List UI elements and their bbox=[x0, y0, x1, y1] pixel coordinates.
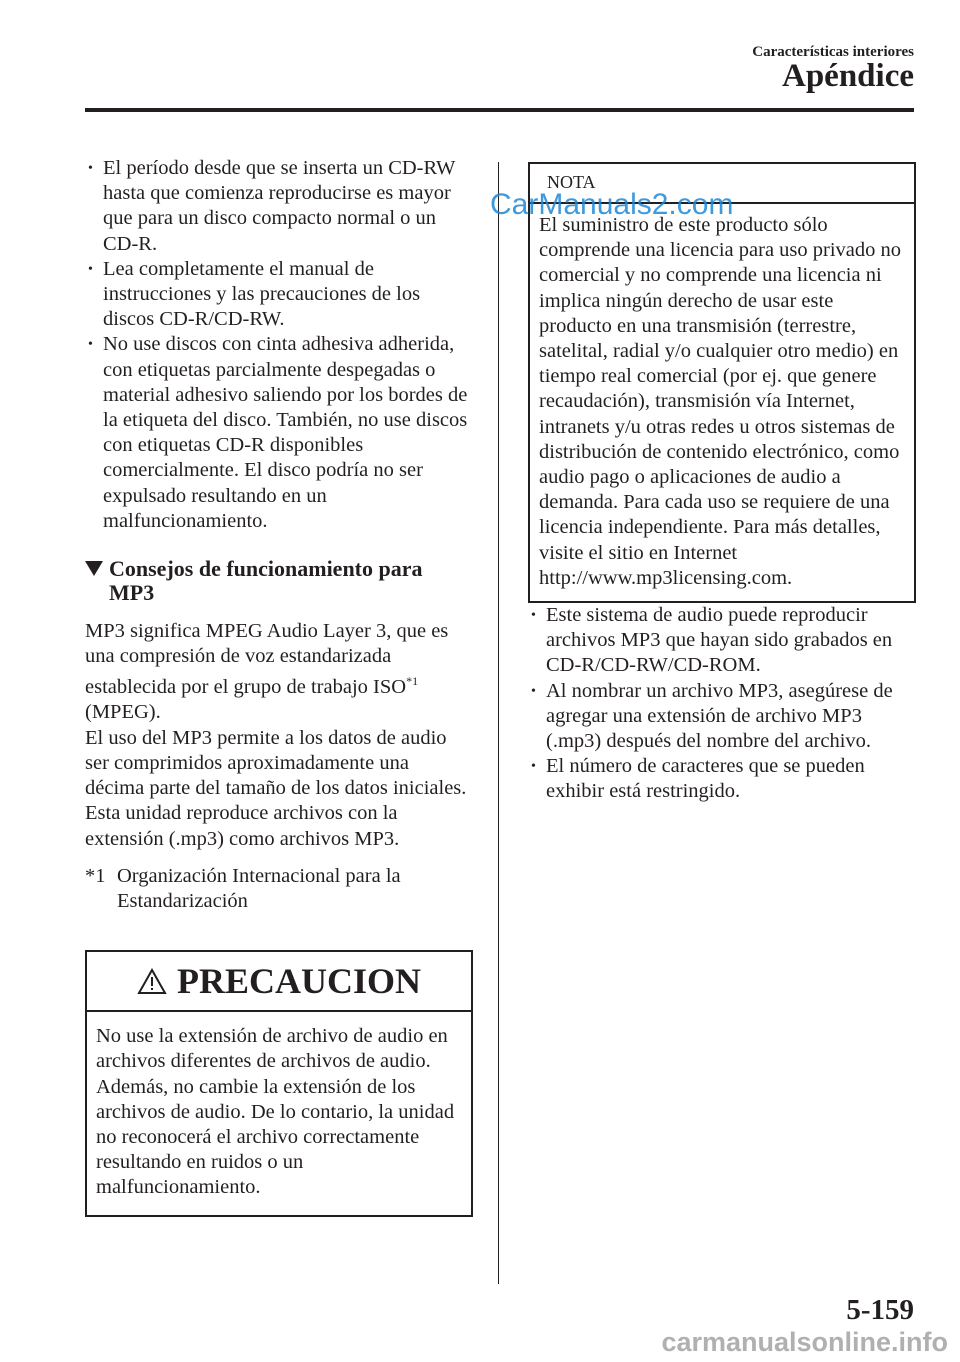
column-divider bbox=[498, 162, 499, 1284]
paragraph-text: MP3 significa MPEG Audio Layer 3, que es una compresión de voz estandarizada establecida por el grupo de trabajo ISO bbox=[85, 620, 449, 699]
header-section: Características interiores bbox=[752, 44, 914, 60]
list-item: • El número de caracteres que se pueden exhibir está restringido. bbox=[528, 754, 916, 804]
note-body: El suministro de este producto sólo comprende una licencia para uso privado no comercial y no comprende una licencia ni implica ningún derecho de usar este producto en una transmisión (terrestre, satelital, radial y/o cualquier otro medio) en tiempo real comercial (por ej. que genere recaudación), transmisión vía Internet, intranets y/u otras redes u otros sistemas de distribución de contenido electrónico, como audio pago o aplicaciones de audio a demanda. Para cada uso se requiere de una licencia independiente. Para más detalles, visite el sitio en Internet http://www.mp3licensing.com. bbox=[539, 214, 902, 589]
right-bullet-list bbox=[528, 603, 916, 805]
caution-title: PRECAUCION bbox=[176, 960, 421, 1001]
page-number: 5-159 bbox=[846, 1294, 914, 1326]
section-heading-text: Consejos de funcionamiento para MP3 bbox=[109, 556, 423, 606]
watermark: CarManuals2.com bbox=[490, 188, 734, 221]
header-rule bbox=[85, 108, 914, 112]
footnote-text: Organización Internacional para la Estandarización bbox=[117, 864, 401, 912]
header-title: Apéndice bbox=[782, 58, 914, 94]
caution-body: No use la extensión de archivo de audio en archivos diferentes de archivos de audio. Además, no cambie la extensión de los archivos de audio. De lo contario, la unidad no reconocerá el archivo correctamente resultando en ruidos o un malfuncionamiento. bbox=[96, 1025, 455, 1199]
note-title: NOTA bbox=[530, 164, 914, 204]
paragraph: Esta unidad reproduce archivos con la extensión (.mp3) como archivos MP3. bbox=[85, 802, 400, 850]
list-item: • El período desde que se inserta un CD-RW hasta que comienza reproducirse es mayor que para un disco compacto normal o un CD-R. bbox=[85, 156, 473, 257]
paragraph-text: (MPEG). bbox=[85, 701, 161, 724]
paragraph bbox=[85, 619, 473, 726]
list-item: • Lea completamente el manual de instrucciones y las precauciones de los discos CD-R/CD-RW. bbox=[85, 257, 473, 333]
right-column bbox=[528, 162, 916, 805]
warning-icon bbox=[137, 968, 167, 995]
left-column bbox=[85, 156, 473, 1217]
list-item: • Al nombrar un archivo MP3, asegúrese de agregar una extensión de archivo MP3 (.mp3) después del nombre del archivo. bbox=[528, 679, 916, 755]
caution-box bbox=[85, 950, 473, 1216]
footnote bbox=[85, 864, 473, 914]
section-heading bbox=[85, 557, 473, 605]
paragraph: El uso del MP3 permite a los datos de audio ser comprimidos aproximadamente una décima parte del tamaño de los datos iniciales. bbox=[85, 726, 467, 800]
caution-header bbox=[87, 952, 471, 1012]
mp3-description bbox=[85, 619, 473, 852]
left-bullet-list bbox=[85, 156, 473, 534]
list-item: • No use discos con cinta adhesiva adherida, con etiquetas parcialmente despegadas o material adhesivo saliendo por los bordes de la etiqueta del disco. También, no use discos con etiquetas CD-R disponibles comercialmente. El disco podría no ser expulsado resultando en un malfuncionamiento. bbox=[85, 332, 473, 534]
footnote-ref: *1 bbox=[406, 674, 419, 689]
footnote-mark: *1 bbox=[85, 864, 106, 887]
triangle-down-icon bbox=[85, 561, 103, 576]
note-box bbox=[528, 162, 916, 603]
footer-watermark: carmanualsonline.info bbox=[661, 1327, 948, 1357]
list-item: • Este sistema de audio puede reproducir archivos MP3 que hayan sido grabados en CD-R/CD-RW/CD-ROM. bbox=[528, 603, 916, 679]
